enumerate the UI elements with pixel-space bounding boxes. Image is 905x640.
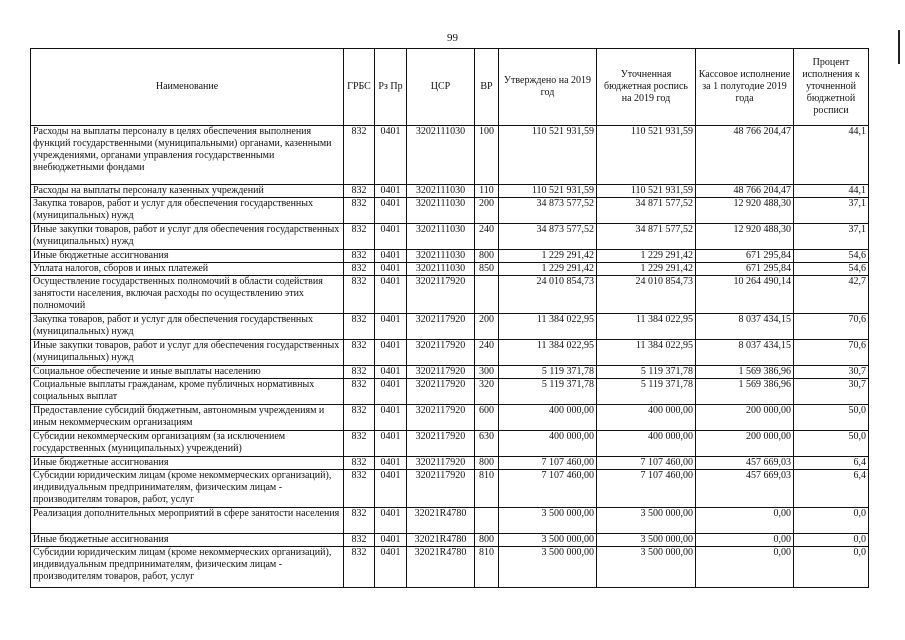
cell-refined: 400 000,00	[597, 431, 696, 457]
cell-name: Предоставление субсидий бюджетным, автономным учреждениям и иным некоммерческим организациям	[31, 405, 344, 431]
cell-grbs: 832	[344, 276, 375, 314]
cell-name: Иные закупки товаров, работ и услуг для обеспечения государственных (муниципальных) нужд	[31, 224, 344, 250]
table-row	[31, 547, 869, 588]
header-cash: Кассовое исполнение за 1 полугодие 2019 года	[696, 49, 794, 126]
cell-percent: 30,7	[794, 379, 869, 405]
header-refined: Уточненная бюджетная роспись на 2019 год	[597, 49, 696, 126]
cell-csr: 3202111030	[407, 198, 475, 224]
cell-approved: 400 000,00	[499, 405, 597, 431]
cell-percent: 44,1	[794, 185, 869, 198]
cell-name: Иные бюджетные ассигнования	[31, 250, 344, 263]
cell-csr: 3202117920	[407, 366, 475, 379]
header-row	[31, 49, 869, 126]
cell-percent: 30,7	[794, 366, 869, 379]
cell-rz-pr: 0401	[375, 340, 407, 366]
cell-cash: 1 569 386,96	[696, 379, 794, 405]
cell-rz-pr: 0401	[375, 534, 407, 547]
cell-approved: 11 384 022,95	[499, 340, 597, 366]
cell-grbs: 832	[344, 508, 375, 534]
cell-cash: 671 295,84	[696, 250, 794, 263]
cell-name: Субсидии некоммерческим организациям (за исключением государственных (муниципальных) учреждений)	[31, 431, 344, 457]
cell-percent: 6,4	[794, 457, 869, 470]
cell-cash: 457 669,03	[696, 457, 794, 470]
cell-csr: 3202117920	[407, 276, 475, 314]
cell-rz-pr: 0401	[375, 405, 407, 431]
cell-name: Иные бюджетные ассигнования	[31, 534, 344, 547]
cell-cash: 0,00	[696, 508, 794, 534]
cell-rz-pr: 0401	[375, 185, 407, 198]
cell-percent: 50,0	[794, 405, 869, 431]
table-row	[31, 379, 869, 405]
cell-vr: 800	[475, 457, 499, 470]
table-row	[31, 263, 869, 276]
cell-refined: 11 384 022,95	[597, 314, 696, 340]
table-row	[31, 314, 869, 340]
cell-name: Уплата налогов, сборов и иных платежей	[31, 263, 344, 276]
cell-percent: 44,1	[794, 126, 869, 185]
cell-cash: 10 264 490,14	[696, 276, 794, 314]
cell-percent: 50,0	[794, 431, 869, 457]
cell-grbs: 832	[344, 457, 375, 470]
cell-refined: 34 871 577,52	[597, 198, 696, 224]
cell-approved: 7 107 460,00	[499, 470, 597, 508]
cell-refined: 5 119 371,78	[597, 379, 696, 405]
cell-approved: 110 521 931,59	[499, 185, 597, 198]
header-percent: Процент исполнения к уточненной бюджетной росписи	[794, 49, 869, 126]
cell-rz-pr: 0401	[375, 250, 407, 263]
cell-percent: 0,0	[794, 547, 869, 588]
cell-cash: 200 000,00	[696, 405, 794, 431]
cell-approved: 1 229 291,42	[499, 250, 597, 263]
cell-approved: 11 384 022,95	[499, 314, 597, 340]
cell-vr: 240	[475, 224, 499, 250]
cell-rz-pr: 0401	[375, 276, 407, 314]
cell-name: Социальные выплаты гражданам, кроме публичных нормативных социальных выплат	[31, 379, 344, 405]
cell-csr: 3202117920	[407, 314, 475, 340]
cell-cash: 671 295,84	[696, 263, 794, 276]
table-row	[31, 185, 869, 198]
cell-approved: 24 010 854,73	[499, 276, 597, 314]
cell-approved: 5 119 371,78	[499, 366, 597, 379]
cell-csr: 3202117920	[407, 431, 475, 457]
page-number: 99	[447, 32, 458, 44]
header-name: Наименование	[31, 49, 344, 126]
cell-grbs: 832	[344, 185, 375, 198]
cell-vr: 800	[475, 534, 499, 547]
cell-cash: 48 766 204,47	[696, 126, 794, 185]
cell-rz-pr: 0401	[375, 457, 407, 470]
cell-vr: 200	[475, 198, 499, 224]
cell-refined: 11 384 022,95	[597, 340, 696, 366]
cell-csr: 3202111030	[407, 250, 475, 263]
cell-cash: 8 037 434,15	[696, 314, 794, 340]
cell-vr: 850	[475, 263, 499, 276]
cell-approved: 3 500 000,00	[499, 547, 597, 588]
table-row	[31, 457, 869, 470]
cell-grbs: 832	[344, 250, 375, 263]
cell-refined: 400 000,00	[597, 405, 696, 431]
cell-name: Реализация дополнительных мероприятий в сфере занятости населения	[31, 508, 344, 534]
cell-rz-pr: 0401	[375, 431, 407, 457]
cell-grbs: 832	[344, 314, 375, 340]
cell-vr: 810	[475, 470, 499, 508]
header-grbs: ГРБС	[344, 49, 375, 126]
cell-approved: 5 119 371,78	[499, 379, 597, 405]
header-vr: ВР	[475, 49, 499, 126]
table-row	[31, 508, 869, 534]
cell-name: Расходы на выплаты персоналу казенных учреждений	[31, 185, 344, 198]
cell-approved: 34 873 577,52	[499, 198, 597, 224]
table-row	[31, 276, 869, 314]
cell-refined: 1 229 291,42	[597, 250, 696, 263]
cell-csr: 3202117920	[407, 379, 475, 405]
table-row	[31, 340, 869, 366]
cell-approved: 3 500 000,00	[499, 534, 597, 547]
cell-percent: 37,1	[794, 198, 869, 224]
cell-name: Расходы на выплаты персоналу в целях обеспечения выполнения функций государственными (муниципальными) органами, казенными учреждениями, органами управления государственными внебюджетными фондами	[31, 126, 344, 185]
table-row	[31, 366, 869, 379]
cell-cash: 48 766 204,47	[696, 185, 794, 198]
table-row	[31, 250, 869, 263]
table-row	[31, 198, 869, 224]
cell-cash: 8 037 434,15	[696, 340, 794, 366]
cell-vr: 320	[475, 379, 499, 405]
cell-percent: 6,4	[794, 470, 869, 508]
cell-grbs: 832	[344, 379, 375, 405]
cell-grbs: 832	[344, 263, 375, 276]
cell-vr: 240	[475, 340, 499, 366]
cell-grbs: 832	[344, 366, 375, 379]
margin-bar	[898, 30, 900, 64]
cell-vr: 800	[475, 250, 499, 263]
cell-approved: 110 521 931,59	[499, 126, 597, 185]
header-rz-pr: Рз Пр	[375, 49, 407, 126]
cell-refined: 3 500 000,00	[597, 508, 696, 534]
cell-refined: 110 521 931,59	[597, 126, 696, 185]
cell-name: Субсидии юридическим лицам (кроме некоммерческих организаций), индивидуальным предпринимателям, физическим лицам - производителям товаров, работ, услуг	[31, 470, 344, 508]
header-approved: Утверждено на 2019 год	[499, 49, 597, 126]
cell-vr: 200	[475, 314, 499, 340]
cell-vr	[475, 276, 499, 314]
cell-rz-pr: 0401	[375, 198, 407, 224]
cell-vr	[475, 508, 499, 534]
cell-percent: 42,7	[794, 276, 869, 314]
cell-csr: 3202111030	[407, 224, 475, 250]
cell-grbs: 832	[344, 431, 375, 457]
cell-csr: 3202117920	[407, 405, 475, 431]
cell-cash: 12 920 488,30	[696, 224, 794, 250]
cell-cash: 0,00	[696, 534, 794, 547]
cell-rz-pr: 0401	[375, 314, 407, 340]
cell-name: Социальное обеспечение и иные выплаты населению	[31, 366, 344, 379]
cell-approved: 34 873 577,52	[499, 224, 597, 250]
cell-approved: 400 000,00	[499, 431, 597, 457]
budget-table	[30, 48, 869, 588]
cell-refined: 3 500 000,00	[597, 547, 696, 588]
cell-refined: 7 107 460,00	[597, 457, 696, 470]
table-row	[31, 405, 869, 431]
cell-approved: 1 229 291,42	[499, 263, 597, 276]
cell-rz-pr: 0401	[375, 547, 407, 588]
cell-csr: 3202117920	[407, 470, 475, 508]
cell-csr: 32021R4780	[407, 534, 475, 547]
cell-rz-pr: 0401	[375, 508, 407, 534]
cell-approved: 7 107 460,00	[499, 457, 597, 470]
cell-percent: 37,1	[794, 224, 869, 250]
cell-csr: 3202111030	[407, 263, 475, 276]
cell-name: Закупка товаров, работ и услуг для обеспечения государственных (муниципальных) нужд	[31, 314, 344, 340]
cell-refined: 24 010 854,73	[597, 276, 696, 314]
cell-approved: 3 500 000,00	[499, 508, 597, 534]
cell-grbs: 832	[344, 470, 375, 508]
cell-percent: 70,6	[794, 314, 869, 340]
cell-rz-pr: 0401	[375, 366, 407, 379]
cell-csr: 32021R4780	[407, 547, 475, 588]
cell-name: Закупка товаров, работ и услуг для обеспечения государственных (муниципальных) нужд	[31, 198, 344, 224]
cell-refined: 5 119 371,78	[597, 366, 696, 379]
cell-grbs: 832	[344, 547, 375, 588]
cell-vr: 810	[475, 547, 499, 588]
cell-percent: 54,6	[794, 263, 869, 276]
cell-csr: 3202111030	[407, 126, 475, 185]
cell-vr: 600	[475, 405, 499, 431]
cell-csr: 3202111030	[407, 185, 475, 198]
table-row	[31, 431, 869, 457]
cell-cash: 0,00	[696, 547, 794, 588]
cell-refined: 3 500 000,00	[597, 534, 696, 547]
cell-cash: 200 000,00	[696, 431, 794, 457]
cell-percent: 54,6	[794, 250, 869, 263]
cell-percent: 0,0	[794, 508, 869, 534]
cell-grbs: 832	[344, 534, 375, 547]
cell-vr: 100	[475, 126, 499, 185]
cell-refined: 110 521 931,59	[597, 185, 696, 198]
cell-vr: 300	[475, 366, 499, 379]
cell-name: Осуществление государственных полномочий в области содействия занятости населения, включая расходы по осуществлению этих полномочий	[31, 276, 344, 314]
header-csr: ЦСР	[407, 49, 475, 126]
cell-name: Иные бюджетные ассигнования	[31, 457, 344, 470]
table-row	[31, 126, 869, 185]
cell-percent: 70,6	[794, 340, 869, 366]
cell-grbs: 832	[344, 405, 375, 431]
cell-csr: 3202117920	[407, 340, 475, 366]
cell-grbs: 832	[344, 340, 375, 366]
cell-vr: 110	[475, 185, 499, 198]
cell-cash: 12 920 488,30	[696, 198, 794, 224]
cell-rz-pr: 0401	[375, 126, 407, 185]
cell-csr: 32021R4780	[407, 508, 475, 534]
cell-csr: 3202117920	[407, 457, 475, 470]
table-row	[31, 534, 869, 547]
cell-cash: 457 669,03	[696, 470, 794, 508]
table-row	[31, 470, 869, 508]
cell-vr: 630	[475, 431, 499, 457]
cell-rz-pr: 0401	[375, 224, 407, 250]
cell-cash: 1 569 386,96	[696, 366, 794, 379]
cell-rz-pr: 0401	[375, 470, 407, 508]
cell-grbs: 832	[344, 224, 375, 250]
cell-grbs: 832	[344, 126, 375, 185]
cell-rz-pr: 0401	[375, 379, 407, 405]
cell-name: Субсидии юридическим лицам (кроме некоммерческих организаций), индивидуальным предпринимателям, физическим лицам - производителям товаров, работ, услуг	[31, 547, 344, 588]
cell-grbs: 832	[344, 198, 375, 224]
cell-rz-pr: 0401	[375, 263, 407, 276]
cell-refined: 1 229 291,42	[597, 263, 696, 276]
table-row	[31, 224, 869, 250]
cell-percent: 0,0	[794, 534, 869, 547]
cell-refined: 7 107 460,00	[597, 470, 696, 508]
cell-refined: 34 871 577,52	[597, 224, 696, 250]
cell-name: Иные закупки товаров, работ и услуг для обеспечения государственных (муниципальных) нужд	[31, 340, 344, 366]
